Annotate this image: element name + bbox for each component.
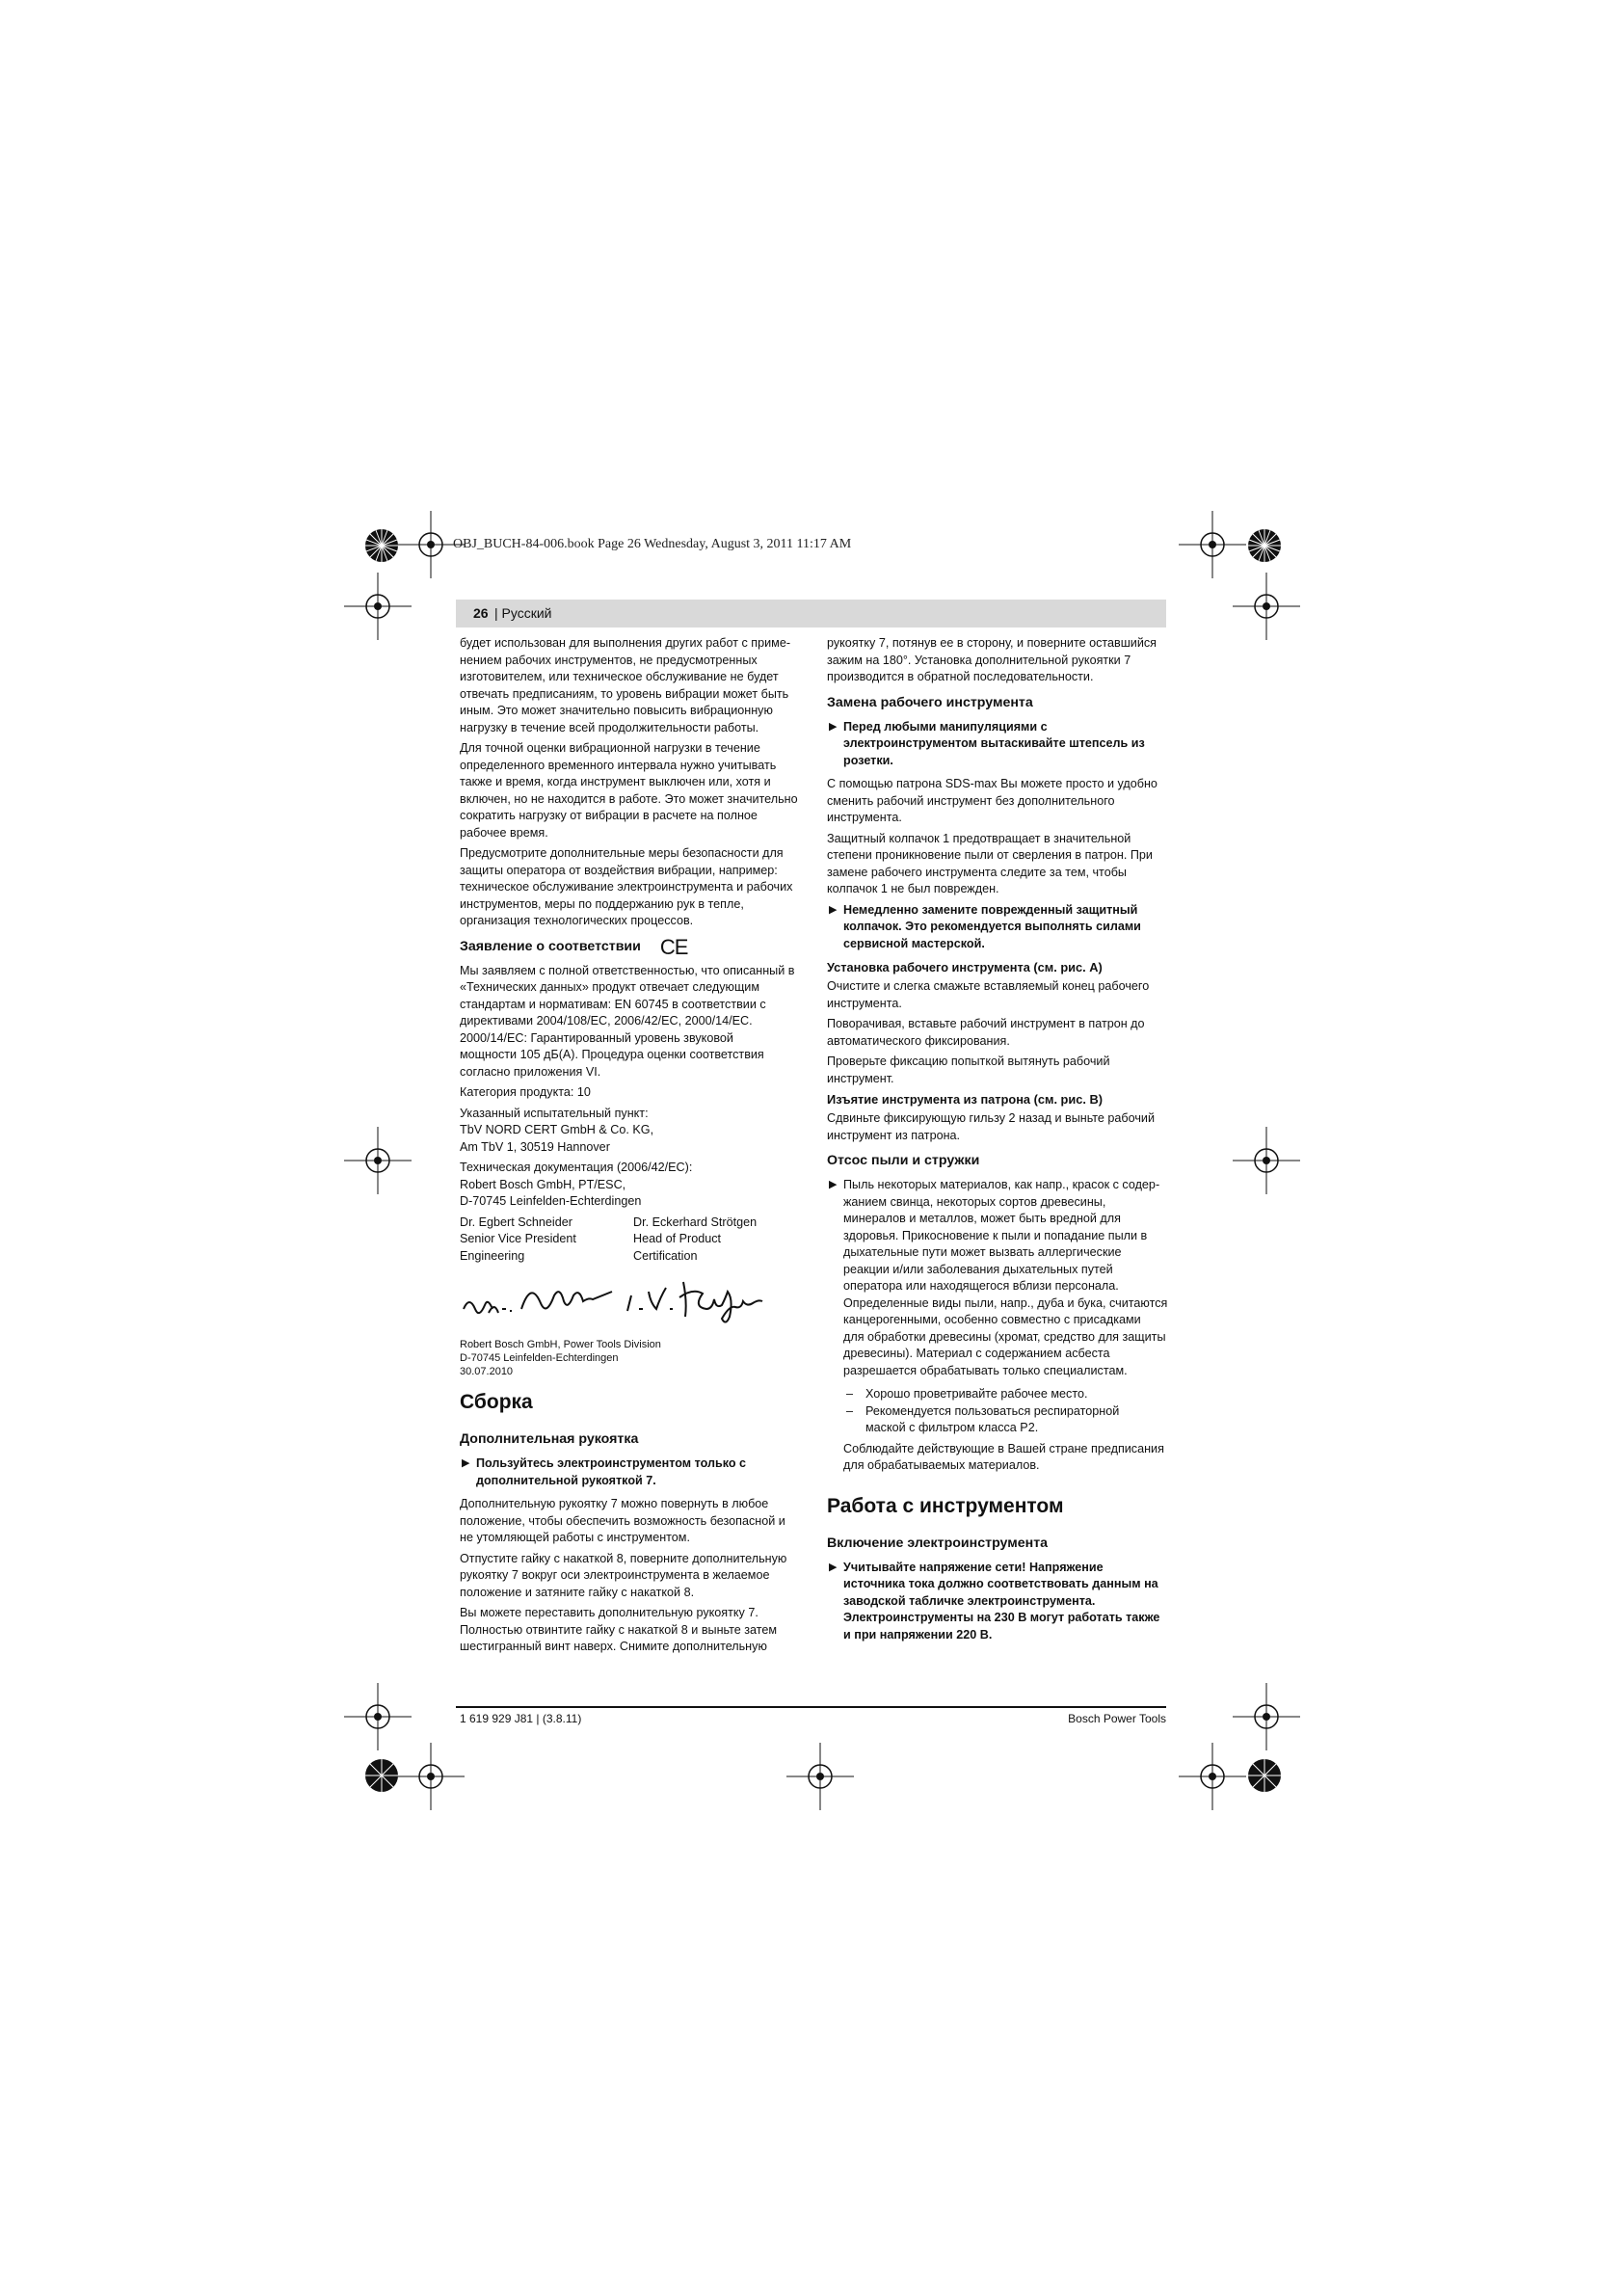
paragraph: Дополнительную рукоятку 7 можно повернуть в любое положение, чтобы обеспечить возможность безопасной и не утомляющей работы с инструментом. [460,1497,785,1544]
footer-rule [456,1706,1166,1708]
warning-text: Пыль некоторых материалов, как напр., красок с содер- жанием свинца, некоторых сортов древесины, минералов и металлов, может быть вредной для здоровья. Прикосновение к пыли и попадание пыли в дыхательные пути может вызвать аллергические реакции и/или заболевания дыхательных путей оператора или находящегося вблизи персонала. Определенные виды пыли, напр., дуба и бука, считаются канцерогенными, особенно совместно с присадками для обработки древесины (хромат, средство для защиты древесины). Материал с содержанием асбеста разрешается обрабатывать только специалистам. [843,1178,1168,1377]
dash-text: Рекомендуется пользоваться респираторной маской с фильтром класса P2. [865,1403,1120,1434]
warning-note [827,902,1170,953]
triangle-bullet-icon: ▶ [829,1561,838,1573]
ce-mark-icon: CE [659,934,688,959]
signatory-2: Dr. Eckerhard Strötgen Head of Product Certification [633,1215,758,1263]
crosshair-mid-right [1233,1127,1300,1194]
warning-note [827,1560,1170,1644]
crosshair-bottom-right [1233,1683,1300,1750]
crosshair-top-left-2 [344,573,412,640]
paragraph: Предусмотрите дополнительные меры безопасности для защиты оператора от воздействия вибрации, например: техническое обслуживание электроинструмента и рабочих инструментов, меры по поддержанию рук в тепле, организация технологических процессов. [460,846,793,927]
paragraph: Проверьте фиксацию попыткой вытянуть рабочий инструмент. [827,1055,1110,1085]
paragraph: Мы заявляем с полной ответственностью, что описанный в «Технических данных» продукт отвечает следующим стандартам и нормативам: EN 60745 в соответствии с директивами 2004/108/EC, 2006/42/EC, 2000/14/EC. 2000/14/EC: Гарантированный уровень звуковой мощности 105 дБ(A). Процедура оценки соответствия согласно приложения VI. [460,963,795,1079]
triangle-bullet-icon: ▶ [829,903,838,916]
warning-text: Учитывайте напряжение сети! Напряжение источника тока должно соответствовать данным на заводской табличке электроинструмента. Электроинструменты на 230 В могут работать также и при напряжении 220 В. [843,1560,1160,1642]
dash-bullet: – [846,1387,854,1401]
paragraph: Для точной оценки вибрационной нагрузки в течение определенного временного интервала нужно учитывать также и время, когда инструмент выключен или, хотя и включен, но не находится в работе. Это может значительно сократить нагрузку от вибрации в расчете на полное рабочее время. [460,741,798,840]
language-label: Русский [501,605,552,621]
section-heading-assembly: Сборка [460,1391,533,1413]
paragraph: Поворачивая, вставьте рабочий инструмент в патрон до автоматического фиксирования. [827,1017,1145,1048]
warning-text: Немедленно замените поврежденный защитный колпачок. Это рекомендуется выполнять силами сервисной мастерской. [843,902,1141,950]
conformity-heading [460,934,807,959]
handwritten-signatures [460,1270,807,1334]
triangle-bullet-icon: ▶ [829,720,838,733]
paragraph: будет использован для выполнения других работ с приме- нением рабочих инструментов, не предусмотренных изготовителем, или техническое обслуживание не будет отвечать предписаниям, то уровень вибрации может быть иным. Это может значительно повысить вибрационную нагрузку в течение всей продолжительности работы. [460,636,791,734]
dash-text: Хорошо проветривайте рабочее место. [865,1387,1088,1401]
dash-item [827,1403,1170,1437]
warning-text: Перед любыми манипуляциями с электроинструментом вытаскивайте штепсель из розетки. [843,719,1145,767]
signatory-1: Dr. Egbert Schneider Senior Vice President Engineering [460,1215,576,1263]
warning-note [827,719,1170,770]
right-column [827,635,1170,1650]
crosshair-bottom-center [786,1743,854,1810]
paragraph: Техническая документация (2006/42/EC): Robert Bosch GmbH, PT/ESC, D-70745 Leinfelden-Echterdingen [460,1161,693,1208]
paragraph: Очистите и слегка смажьте вставляемый конец рабочего инструмента. [827,979,1150,1010]
subheading-install: Установка рабочего инструмента (см. рис. A) [827,960,1103,974]
dash-item [827,1386,1170,1403]
crosshair-bottom-left-2 [397,1743,465,1810]
paragraph: Отпустите гайку с накаткой 8, поверните дополнительную рукоятку 7 вокруг оси электроинструмента в желаемое положение и затяните гайку с накаткой 8. [460,1551,787,1599]
triangle-bullet-icon: ▶ [462,1457,470,1469]
paragraph: С помощью патрона SDS-max Вы можете просто и удобно сменить рабочий инструмент без дополнительного инструмента. [827,777,1157,824]
page-number: 26 [473,605,489,621]
warning-text: Пользуйтесь электроинструментом только с дополнительной рукояткой 7. [476,1456,747,1487]
warning-note [460,1455,807,1489]
signature-image [460,1270,807,1334]
paragraph: Указанный испытательный пункт: TbV NORD CERT GmbH & Co. KG, Am TbV 1, 30519 Hannover [460,1106,654,1154]
signatories [460,1215,807,1266]
triangle-bullet-icon: ▶ [829,1179,838,1190]
subheading-tool-change: Замена рабочего инструмента [827,694,1033,710]
dash-bullet: – [846,1403,854,1418]
paragraph: Сдвиньте фиксирующую гильзу 2 назад и выньте рабочий инструмент из патрона. [827,1111,1155,1142]
paragraph: Соблюдайте действующие в Вашей стране предписания для обрабатываемых материалов. [843,1441,1164,1472]
footer-brand: Bosch Power Tools [1068,1712,1166,1725]
page-header [456,600,1166,627]
paragraph: Вы можете переставить дополнительную рукоятку 7. Полностью отвинтите гайку с накаткой 8 и выньте затем шестигранный винт наверх. Снимите дополнительную [460,1606,778,1653]
section-heading-operation: Работа с инструментом [827,1494,1064,1517]
crosshair-bottom-left [344,1683,412,1750]
left-column [460,635,807,1660]
conformity-heading-text: Заявление о соответствии [460,938,641,954]
subheading-switch-on: Включение электроинструмента [827,1535,1049,1551]
crosshair-top-right [1179,511,1246,578]
print-slug: OBJ_BUCH-84-006.book Page 26 Wednesday, August 3, 2011 11:17 AM [453,537,852,551]
paragraph: рукоятку 7, потянув ее в сторону, и поверните оставшийся зажим на 180°. Установка дополнительной рукоятки 7 производится в обратной последовательности. [827,636,1157,683]
subheading-remove: Изъятие инструмента из патрона (см. рис. B) [827,1092,1103,1107]
subheading-dust: Отсос пыли и стружки [827,1153,980,1168]
crosshair-mid-left [344,1127,412,1194]
paragraph: Защитный колпачок 1 предотвращает в значительной степени проникновение пыли от сверления в патрон. При замене рабочего инструмента следите за тем, чтобы колпачок 1 не был поврежден. [827,831,1153,895]
page-language: | Русский [494,605,552,621]
company-address: Robert Bosch GmbH, Power Tools Division D-70745 Leinfelden-Echterdingen 30.07.2010 [460,1339,661,1377]
paragraph: Категория продукта: 10 [460,1085,591,1099]
registration-mark-bottom-right [1236,1747,1293,1804]
footer-doc-number: 1 619 929 J81 | (3.8.11) [460,1712,582,1725]
subheading-aux-handle: Дополнительная рукоятка [460,1431,639,1447]
warning-note [827,1177,1170,1379]
crosshair-top-right-2 [1233,573,1300,640]
